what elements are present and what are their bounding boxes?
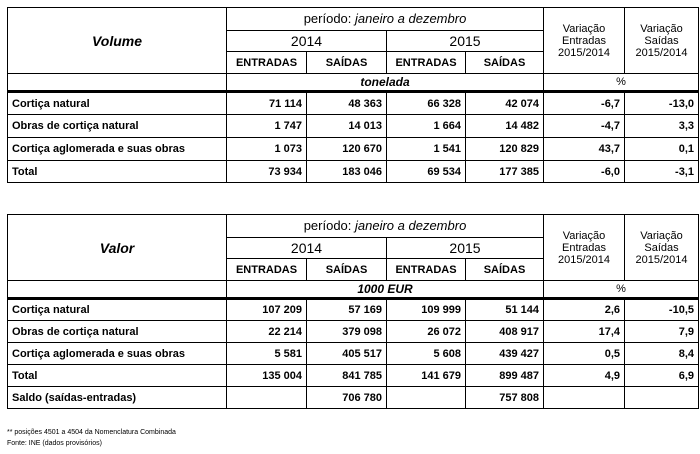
footnote: ** posições 4501 a 4504 da Nomenclatura Combinada <box>7 429 176 436</box>
table-row <box>8 299 699 321</box>
data-cell: 66 328 <box>387 92 466 115</box>
period-header <box>227 8 544 31</box>
data-cell: 22 214 <box>227 321 307 343</box>
data-cell: 4,9 <box>544 365 625 387</box>
col-entradas-2014: ENTRADAS <box>227 259 307 281</box>
col-entradas-2015: ENTRADAS <box>387 52 466 74</box>
data-cell: 107 209 <box>227 299 307 321</box>
variation-entradas-header: Variação Entradas 2015/2014 <box>544 8 625 74</box>
unit-row-blank <box>8 281 227 299</box>
data-cell: 439 427 <box>466 343 544 365</box>
data-cell: 177 385 <box>466 161 544 183</box>
data-cell: 69 534 <box>387 161 466 183</box>
table-row <box>8 92 699 115</box>
row-label: Saldo (saídas-entradas) <box>8 387 227 409</box>
data-cell: 5 608 <box>387 343 466 365</box>
unit-label: tonelada <box>227 74 544 92</box>
variation-saidas-header: Variação Saídas 2015/2014 <box>625 215 699 281</box>
data-cell: 3,3 <box>625 115 699 138</box>
year-2014-header: 2014 <box>227 31 387 52</box>
data-cell: 0,1 <box>625 138 699 161</box>
data-cell: 71 114 <box>227 92 307 115</box>
data-cell: 408 917 <box>466 321 544 343</box>
data-cell <box>625 387 699 409</box>
col-entradas-2014: ENTRADAS <box>227 52 307 74</box>
data-cell: 379 098 <box>307 321 387 343</box>
data-cell: 899 487 <box>466 365 544 387</box>
data-cell: 1 747 <box>227 115 307 138</box>
data-cell: 57 169 <box>307 299 387 321</box>
data-cell: -10,5 <box>625 299 699 321</box>
data-cell: 2,6 <box>544 299 625 321</box>
unit-percent: % <box>544 281 699 299</box>
source-note: Fonte: INE (dados provisórios) <box>7 440 102 447</box>
data-cell: 706 780 <box>307 387 387 409</box>
valor-table <box>7 214 699 409</box>
volume-corner-label: Volume <box>8 8 227 74</box>
volume-table <box>7 7 699 183</box>
valor-corner-label: Valor <box>8 215 227 281</box>
col-saidas-2014: SAÍDAS <box>307 52 387 74</box>
data-cell: -13,0 <box>625 92 699 115</box>
row-label: Total <box>8 365 227 387</box>
unit-percent: % <box>544 74 699 92</box>
data-cell: 841 785 <box>307 365 387 387</box>
year-2015-header: 2015 <box>387 31 544 52</box>
variation-entradas-header: Variação Entradas 2015/2014 <box>544 215 625 281</box>
data-cell <box>544 387 625 409</box>
table-row-saldo <box>8 387 699 409</box>
data-cell: 7,9 <box>625 321 699 343</box>
data-cell: 183 046 <box>307 161 387 183</box>
data-cell <box>227 387 307 409</box>
data-cell: -6,0 <box>544 161 625 183</box>
data-cell: 0,5 <box>544 343 625 365</box>
row-label: Cortiça aglomerada e suas obras <box>8 138 227 161</box>
data-cell: 73 934 <box>227 161 307 183</box>
data-cell: 14 482 <box>466 115 544 138</box>
data-cell: 1 541 <box>387 138 466 161</box>
table-row-total <box>8 161 699 183</box>
unit-label: 1000 EUR <box>227 281 544 299</box>
period-prefix: período: <box>303 218 352 233</box>
unit-row-blank <box>8 74 227 92</box>
row-label: Total <box>8 161 227 183</box>
data-cell: 51 144 <box>466 299 544 321</box>
data-cell: 43,7 <box>544 138 625 161</box>
period-prefix: período: <box>303 11 352 26</box>
data-cell: 109 999 <box>387 299 466 321</box>
data-cell: 120 670 <box>307 138 387 161</box>
data-cell: 135 004 <box>227 365 307 387</box>
row-label: Cortiça natural <box>8 92 227 115</box>
data-cell: 5 581 <box>227 343 307 365</box>
year-2015-header: 2015 <box>387 238 544 259</box>
row-label: Cortiça natural <box>8 299 227 321</box>
period-header <box>227 215 544 238</box>
data-cell <box>387 387 466 409</box>
data-cell: -3,1 <box>625 161 699 183</box>
period-range: janeiro a dezembro <box>355 11 467 26</box>
col-entradas-2015: ENTRADAS <box>387 259 466 281</box>
data-cell: -4,7 <box>544 115 625 138</box>
year-2014-header: 2014 <box>227 238 387 259</box>
period-range: janeiro a dezembro <box>355 218 467 233</box>
variation-saidas-header: Variação Saídas 2015/2014 <box>625 8 699 74</box>
table-row <box>8 321 699 343</box>
data-cell: 6,9 <box>625 365 699 387</box>
data-cell: 42 074 <box>466 92 544 115</box>
data-cell: 8,4 <box>625 343 699 365</box>
row-label: Obras de cortiça natural <box>8 321 227 343</box>
row-label: Obras de cortiça natural <box>8 115 227 138</box>
col-saidas-2015: SAÍDAS <box>466 259 544 281</box>
data-cell: 17,4 <box>544 321 625 343</box>
data-cell: -6,7 <box>544 92 625 115</box>
table-row <box>8 138 699 161</box>
row-label: Cortiça aglomerada e suas obras <box>8 343 227 365</box>
data-cell: 14 013 <box>307 115 387 138</box>
data-cell: 757 808 <box>466 387 544 409</box>
table-row-total <box>8 365 699 387</box>
data-cell: 1 073 <box>227 138 307 161</box>
data-cell: 26 072 <box>387 321 466 343</box>
data-cell: 120 829 <box>466 138 544 161</box>
table-row <box>8 115 699 138</box>
data-cell: 405 517 <box>307 343 387 365</box>
data-cell: 141 679 <box>387 365 466 387</box>
table-row <box>8 343 699 365</box>
data-cell: 1 664 <box>387 115 466 138</box>
col-saidas-2014: SAÍDAS <box>307 259 387 281</box>
data-cell: 48 363 <box>307 92 387 115</box>
col-saidas-2015: SAÍDAS <box>466 52 544 74</box>
